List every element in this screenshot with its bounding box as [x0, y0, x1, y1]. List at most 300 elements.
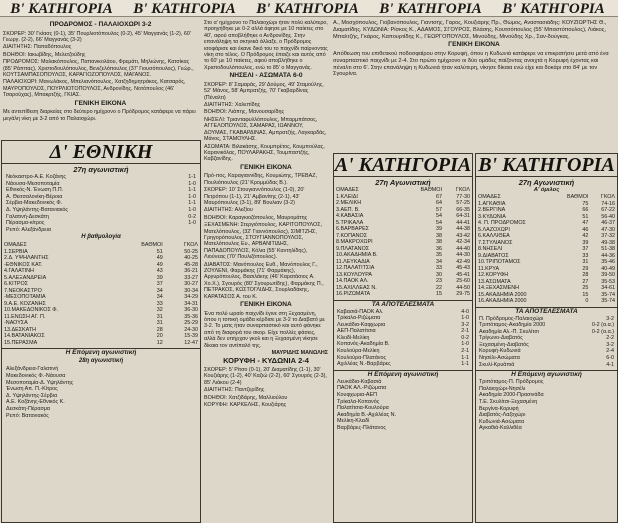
- fixture-score: 1-1: [188, 174, 196, 180]
- banner-text: Β' ΚΑΤΗΓΟΡΙΑ: [10, 1, 113, 17]
- result-row: [337, 341, 469, 348]
- standings-team: 5.ΑΛΕΞΑΝΔΡΕΙΑ: [4, 274, 47, 281]
- results-list: [476, 316, 617, 369]
- standings-team: -ΜΕΣΟΠΟΤΑΜΙΑ: [4, 294, 46, 301]
- standings-team: 4.ΚΑΒΑΣΙΑ: [336, 213, 364, 219]
- standings-points: 38: [435, 232, 442, 239]
- fixture-teams: Ρεπό: Αλεξάνδρεια: [6, 226, 51, 233]
- standings-team: 4.ΓΑΛΑΤΙΝΗ: [4, 268, 34, 275]
- standings-team: 10.ΑΚΑΔΗΜΙΑ Β.: [336, 252, 378, 258]
- standings-goals: 12-47: [184, 339, 198, 346]
- result-row: [337, 309, 469, 316]
- standings-points: 39: [435, 226, 442, 232]
- standings-goals: 40-25: [184, 255, 198, 262]
- standings-goals: 42-49: [456, 258, 470, 265]
- fixture-score: 1-0: [461, 315, 469, 322]
- fixture-teams: Γαλατινή-Δεσκάτη: [6, 213, 49, 220]
- fixture-item: Μεσοποταμία-Δ. Υψηλάντης: [6, 379, 74, 386]
- referee: ΔΙΑΙΤΗΤΗΣ: Αλεξίου: [204, 207, 253, 214]
- fixture-teams: Εθνικός-Ν. Ένωση Π.Π.: [6, 187, 64, 194]
- standings-team: 14.ΒΑΤΑΝΙΑΚΟΣ: [4, 333, 45, 340]
- standings-goals: 35-74: [601, 298, 615, 304]
- fixture-teams: Α. Θεσσαλονίκη-Βέροια: [6, 193, 63, 200]
- fixture-teams: Κουλούρα-Μελίκη: [337, 348, 380, 355]
- standings-points: 51: [156, 248, 163, 255]
- fixture-score: 2-2: [606, 335, 614, 342]
- fixture-item: Μελίκη-Κλειδί: [337, 418, 370, 425]
- general-picture-title: ΓΕΝΙΚΗ ΕΙΚΟΝΑ: [240, 301, 292, 309]
- standings-points: 39: [582, 239, 589, 246]
- standings-team: 5.ΤΡΙΚΑΛΑ: [336, 219, 364, 226]
- standings-points: 64: [435, 200, 442, 206]
- standings-team: 15.ΠΕΡΑΣΜΑ: [4, 339, 38, 346]
- standings-goals: 24-30: [184, 326, 198, 333]
- fixture-item: Δ. Υψηλάντης-Σέρβια: [6, 392, 58, 399]
- fixture-teams: Κουλούρα-Πλατάνος: [337, 354, 387, 361]
- assistants: ΒΟΗΘΟΙ: Λιάπης, Μανουσαρίδης: [204, 109, 285, 116]
- standings-team: 14.ΞΕΧΑΣΜΕΝΗ: [478, 285, 519, 291]
- standings-points: 33: [582, 252, 589, 259]
- standings-points: 49: [156, 255, 163, 262]
- standings-team: 4. Π. ΠΡΟΔΡΟΜΟΣ: [478, 220, 526, 226]
- standings-goals: 44-36: [601, 252, 615, 259]
- standings-team: 6.ΚΑΛΛΙΘΕΑ: [478, 233, 510, 239]
- standings-team: 5.ΛΑΖΟΧΩΡΙ: [478, 226, 510, 233]
- scorers: ΣΚΟΡΕΡ: 10' Στουγιαννόπουλος (1-0), 20' Πετρόπου (1-1), 21' Αμβανίτης (2-1), 43' Μαυρόπουλος (3-1), 89' Βουλιαν (3-2): [204, 187, 305, 206]
- result-row: [6, 174, 196, 181]
- fixture-teams: Καβασιά-ΠΑΟΚ Αλ.: [337, 308, 384, 315]
- next-fixtures-list: [334, 379, 472, 432]
- standings-goals: 37-32: [601, 233, 615, 239]
- standings-goals: 45-43: [456, 265, 470, 271]
- d-ethniki-box: [1, 140, 201, 523]
- banner-text: Β' ΚΑΤΗΓΟΡΙΑ: [502, 1, 605, 17]
- standings-points: 67: [435, 193, 442, 200]
- banner-text: Β' ΚΑΤΗΓΟΡΙΑ: [256, 1, 359, 17]
- standings-goals: 49-38: [601, 239, 615, 246]
- standings-points: 42: [582, 233, 589, 239]
- fixture-item: Κουφχωρια-ΑΕΠ: [337, 392, 377, 399]
- standings-team: 6.ΒΑΡΒΑΡΕΣ: [336, 226, 369, 232]
- standings-points: 34: [156, 287, 163, 294]
- general-picture-title: ΓΕΝΙΚΗ ΕΙΚΟΝΑ: [240, 163, 292, 171]
- standings-team: 9.ΔΙΑΒΑΤΟΣ: [478, 252, 509, 259]
- standings-team: 16.ΡΙΖΩΜΑΤΑ: [336, 291, 371, 297]
- col-header: ΟΜΑΔΕΣ: [4, 242, 27, 249]
- standings-goals: 36-21: [184, 268, 198, 275]
- fixture-teams: Ακαδημία Αλ.-Π. Σκυλίτσι: [479, 328, 539, 335]
- standings-team: 6.ΚΙΤΡΟΣ: [4, 281, 29, 288]
- standings-points: 47: [582, 220, 589, 226]
- standings-goals: 35-74: [601, 291, 615, 298]
- standings-points: 15: [435, 291, 442, 297]
- fixture-item: Ακαδημία 2000-Πρασινάδα: [479, 392, 544, 399]
- fixture-teams: Τριπόταμος-Ακαδημία 2000: [479, 322, 546, 329]
- standings-team: 1.ΑΓΚΑΘΙΑ: [478, 200, 506, 207]
- standings-points: 54: [435, 219, 442, 226]
- standings-team: 9.ΠΛΑΤΑΝΟΣ: [336, 245, 370, 252]
- standings-team: -ΕΘΝΙΚΟΣ ΚΑΤ.: [4, 261, 43, 268]
- standings-team: 2.Δ. ΥΨΗΛΑΝΤΗΣ: [4, 255, 49, 262]
- next-round-title: 28η αγωνιστική: [78, 358, 124, 365]
- a-katigoria-title: Α' ΚΑΤΗΓΟΡΙΑ: [334, 154, 472, 176]
- assistants: ΒΟΗΘΟΙ: Καραγκιοζόπουλος, Μαυρομάτης: [204, 214, 308, 221]
- fixture-teams: Νησέλι-Ασώματα: [479, 355, 520, 362]
- standings-team: 15.ΑΧΙΛΛΕΑΣ Ν.: [336, 284, 377, 291]
- referee: ΔΙΑΙΤΗΤΗΣ: Χαλεπίδης: [204, 102, 261, 109]
- fixture-score: 2-1: [461, 328, 469, 335]
- standings-row: [334, 291, 472, 298]
- standings-goals: 46-37: [601, 220, 615, 226]
- fixture-item: Τριπόταμος-Π. Πρόδρομος: [479, 379, 544, 386]
- standings-table: [2, 242, 200, 346]
- standings-team: 2.ΒΕΡΓΙΝΑ: [478, 207, 506, 213]
- general-picture-text: Απόθεωση του επιθετικού ποδοσφαίρου στην Κορυφή, όπου η Κυδωνιά κατάφερε να επικρατήσει μετά από ένα συναρπαστικό παιχνίδι με 2-4. Στο πρώτο ημίχρονο οι δύο ομάδες παίζοντας ανοιχτά η Κορυφή έχοντας και πέναλτι στο 6'. Στην επανάληψη η Κυδωνιά ήταν καλύτερη, νίκησε δίκαια ενώ είχε και δοκάρι στο 84' με τον Σγουρίνα.: [333, 50, 609, 78]
- fixture-teams: Κλειδί-Μελίκη: [337, 334, 370, 341]
- standings-points: 54: [435, 213, 442, 219]
- b-katigoria-box: [475, 153, 618, 523]
- standings-goals: 64-31: [456, 213, 470, 219]
- standings-team: 8.ΜΑΚΡΟΧΩΡΙ: [336, 239, 373, 245]
- standings-goals: 25-60: [456, 278, 470, 284]
- scorers: ΣΚΟΡΕΡ: 8' Σαμαράς, 29' Δούμος, 49' Σταμούλης, 52' Μάνος, 58' Αμπρατζής, 70' Γκαβαρδίνας (Πέναλτι): [204, 81, 324, 101]
- standings-team: 8.ΝΗΣΕΛΙ: [478, 246, 503, 252]
- col-header: ΒΑΘΜΟΙ: [566, 194, 589, 200]
- round-title: 27η Αγωνιστική: [375, 178, 431, 187]
- standings-points: 27: [582, 278, 589, 285]
- standings-goals: 56-40: [601, 213, 615, 220]
- standings-points: 31: [156, 313, 163, 320]
- fixture-teams: Αχιλλέας Ν.-Βαρβάρες: [337, 361, 391, 368]
- result-row: [6, 200, 196, 207]
- lineup-away: ΑΣΩΜΑΤΑ: Βιλακάσης, Κουμπρέτος, Κουμπούλας, Καρανικόλας, ΠΟΥΛΑΡΑΚΗΣ, Τουμπαστζής, Καβζανίδης.: [204, 143, 325, 163]
- fixture-teams: Δ. Υψηλάντης-Βατανιακός: [6, 206, 68, 213]
- author-byline: ΜΑΥΡΙΔΗΣ ΜΑΝΩΛΗΣ: [271, 350, 328, 357]
- standings-points: 36: [435, 245, 442, 252]
- standings-goals: 30-34: [184, 287, 198, 294]
- fixture-item: Παλατίτσια-Κουλούρα: [337, 405, 389, 412]
- fixture-item: Διαβατός-Λαζοχώρι: [479, 412, 526, 419]
- standings-goals: 15-39: [184, 333, 198, 340]
- referee: ΔΙΑΙΤΗΤΗΣ: Παντζερίδης: [204, 387, 265, 394]
- col-header: ΒΑΘΜΟΙ: [141, 242, 163, 249]
- standings-points: 46: [582, 226, 589, 233]
- standings-goals: 35-36: [184, 313, 198, 320]
- standings-goals: 39-50: [601, 272, 615, 278]
- standings-table: [334, 187, 472, 298]
- standings-points: 31: [582, 259, 589, 265]
- fixture-score: 1-0: [188, 220, 196, 227]
- next-fixtures-list: [2, 366, 200, 419]
- lineup-text: Α., Μοσχόπουλος, Γιοβανόπουλος, Γιαντσής, Γαρος, Κουζιάρης Πρ., Θώμος, Αναστασιάδης: ΚΟΥΖΙΩΡΤΗΣ Θ., Διαματίδης. ΚΥΔΩΝΙΑ: Ρίσκος Κ., ΑΔΑΜΟΣ, ΣΓΟΥΡΟΣ, Βλάσης, Κουτσόπουλος (55' Μπαστόπουλος), Λιάκος, Μπαλτζής, Γκάρος, Καπουρτίδης Κ., ΓΕΩΡΓΟΠΟΥΛΟΣ, Μινούδης, Μινούδης Χρ., Σαν-δούγκας.: [333, 20, 607, 40]
- standings-points: 30: [435, 271, 442, 278]
- fixture-item: Αλεξάνδρεια-Γαλατινή: [6, 366, 59, 373]
- standings-points: 75: [582, 200, 589, 207]
- standings-goals: 66-35: [456, 206, 470, 213]
- standings-team: 13.ΑΣΩΜΑΤΑ: [478, 278, 511, 285]
- standings-team: 7.ΝΕΟΚΑΣΤΡΟ: [4, 287, 42, 294]
- fixture-score: 1-1: [188, 187, 196, 194]
- standings-team: 13.ΚΟΥΛΟΥΡΑ: [336, 271, 373, 278]
- referee: ΔΙΑΙΤΗΤΗΣ: Παπαδόπουλος: [3, 44, 72, 51]
- d-ethniki-title: Δ' ΕΘΝΙΚΗ: [2, 141, 200, 164]
- standings-team: -ΝΑΟΥΣΑ: [4, 320, 28, 327]
- fixture-item: Α.Ε. Κοζάνης-Εθνικός Κ.: [6, 399, 65, 406]
- result-row: [6, 187, 196, 194]
- fixture-teams: Π. Πρόδρομος-Παλαιοχώρι: [479, 315, 544, 322]
- standings-goals: 74-16: [601, 200, 615, 207]
- round-title: 27η αγωνιστική: [73, 165, 129, 174]
- standings-goals: 30-27: [184, 281, 198, 288]
- standings-goals: 47-30: [601, 226, 615, 233]
- standings-goals: 35-46: [601, 259, 615, 265]
- fixture-score: 1-1: [188, 200, 196, 207]
- fixture-score: 0-2 (α.α.): [591, 328, 614, 335]
- standings-goals: 43-42: [456, 232, 470, 239]
- next-round-heading: Η Επόμενη αγωνιστική: [476, 370, 617, 379]
- result-row: [337, 361, 469, 368]
- standings-goals: 44-41: [456, 219, 470, 226]
- standings-points: 66: [582, 207, 589, 213]
- standings-heading: Η βαθμολογία: [81, 234, 121, 241]
- fixture-score: 1-1: [461, 361, 469, 368]
- standings-points: 35: [435, 252, 442, 258]
- fixture-teams: Τρίγωνο-Διαβατός: [479, 335, 523, 342]
- standings-points: 37: [582, 246, 589, 252]
- standings-row: [2, 340, 200, 347]
- col-header: ΒΑΘΜΟΙ: [420, 187, 442, 193]
- standings-team: 14.ΠΑΟΚ ΑΛ.: [336, 278, 369, 284]
- fixture-score: 1-0: [461, 341, 469, 348]
- standings-team: 9.Α.Ε. ΚΟΖΑΝΗΣ: [4, 300, 46, 307]
- fixture-teams: Κοπανός-Ακαδημία Β.: [337, 341, 390, 348]
- col-header: ΟΜΑΔΕΣ: [478, 194, 501, 200]
- standings-points: 28: [582, 272, 589, 278]
- standings-team: 10.ΤΡΙΠΟΤΑΜΟΣ: [478, 259, 521, 265]
- standings-team: 1.ΣΕΡΒΙΑ: [4, 248, 28, 255]
- fixture-teams: Νάουσα-Μεσοποταμία: [6, 180, 60, 187]
- result-row: [479, 355, 614, 362]
- standings-goals: 44-38: [456, 226, 470, 232]
- lineup-home: ΝΗΣΕΛΙ: Τριανταφυλλόπουλος, Μπαρμπάτσος, ΑΓΓΕΛΟΠΟΥΛΟΣ, ΣΑΜΑΡΑΣ, ΙΩΑΝΝΟΥ, ΔΟΥΜΑΣ, ΓΚΑΒΑΡΔΙΝΑΣ, Αμπρατζής, Λαγκαρδάς, Μάνος, ΣΤΑΜΟΥΛΗΣ.: [204, 116, 327, 143]
- standings-goals: 36-30: [184, 307, 198, 314]
- banner-text: Β' ΚΑΤΗΓΟΡΙΑ: [379, 1, 482, 17]
- standings-goals: 33-27: [184, 274, 198, 281]
- standings-team: 2.ΜΕΛΙΚΗ: [336, 200, 362, 206]
- standings-team: 7.ΣΤΥΛΙΑΝΟΣ: [478, 239, 513, 246]
- standings-points: 0: [585, 298, 589, 304]
- scorers: ΣΚΟΡΕΡ: 5' Ρίτσο (0-1), 20' Διαματίδης (1-1), 30' Κουζιάρης (1-2), 40' Καζιώ (2-2), 60' Σγουρός (2-3), 85' Λιάκου (2-4): [204, 367, 327, 386]
- result-row: [6, 207, 196, 214]
- standings-points: 34: [156, 294, 163, 301]
- fixture-score: 4-0: [461, 308, 469, 315]
- fixture-teams: Λευκάδια-Καφχωρια: [337, 321, 386, 328]
- fixture-teams: Ξεχασμένη-Διαβατός: [479, 341, 529, 348]
- next-round-heading: Η Επόμενη αγωνιστική: [2, 348, 200, 357]
- fixture-score: 4-1: [606, 361, 614, 368]
- col-header: ΓΚΟΛ: [183, 242, 198, 249]
- fixture-item: Τρίκαλα-Κοπανός: [337, 398, 380, 405]
- standings-points: 57: [435, 206, 442, 213]
- fixture-score: 6-0: [606, 355, 614, 362]
- standings-goals: 25-29: [184, 320, 198, 327]
- match-report-prodromos: [3, 20, 198, 138]
- match-reports-column: [204, 20, 328, 520]
- standings-team: 12.ΠΑΛΑΤΙΤΣΙΑ: [336, 265, 375, 271]
- fixture-item: Ένωση Απ. Π.-Κίτρος: [6, 386, 58, 393]
- match-title: ΠΡΟΔΡΟΜΟΣ - ΠΑΛΑΙΟΧΩΡΙ 3-2: [49, 21, 152, 28]
- match-report-kyd: [333, 20, 615, 150]
- standings-goals: 44-50: [456, 284, 470, 291]
- result-row: [337, 328, 469, 335]
- standings-points: 37: [156, 281, 163, 288]
- standings-goals: 34-31: [184, 300, 198, 307]
- result-row: [479, 335, 614, 342]
- standings-goals: 44-30: [456, 252, 470, 258]
- fixture-score: 3-2: [461, 321, 469, 328]
- standings-goals: 67-22: [601, 207, 615, 213]
- standings-points: 12: [156, 339, 163, 346]
- standings-points: 15: [582, 291, 589, 298]
- result-row: [337, 315, 469, 322]
- fixture-teams: Σέρβια-Μακεδονικός Φ.: [6, 200, 63, 207]
- standings-points: 25: [582, 285, 589, 291]
- fixture-score: 1-1: [461, 354, 469, 361]
- fixture-score: 0-2 (α.α.): [591, 322, 614, 329]
- fixture-item: Αγκαθιά-Καλλιθέα: [479, 425, 522, 432]
- result-row: [479, 322, 614, 329]
- match-title: ΝΗΣΕΛΙ - ΑΣΩΜΑΤΑ 6-0: [229, 72, 303, 80]
- standings-team: 3.ΑΕΠ. Β.: [336, 206, 360, 213]
- fixture-item: ΠΑΟΚ ΑΛ.-Ριζώματα: [337, 385, 387, 392]
- standings-team: 11.ΕΝΩΣΗ ΑΓ. Π.: [4, 313, 46, 320]
- standings-team: 12.ΚΟΡΥΦΗ: [478, 272, 509, 278]
- fixture-teams: Κορυφή-Κυδωνιά: [479, 348, 521, 355]
- results-heading: ΤΑ ΑΠΟΤΕΛΕΣΜΑΤΑ: [476, 307, 617, 316]
- lineup-home: ΚΟΡΥΦΗ: ΚΑΡΚΕΛΗΣ, Κουζιάρης: [204, 402, 287, 409]
- standings-goals: 42-34: [456, 239, 470, 245]
- standings-team: 10.ΜΑΚΕΔΟΝΙΚΟΣ Φ.: [4, 307, 59, 314]
- standings-points: 51: [582, 213, 589, 220]
- scorers: ΣΚΟΡΕΡ: 30' Γκίασς (0-1), 35' Πουρλιοτόπουλος (0-2), 45' Μαγγανάς (1-2), 60' Γεωργ. (2-2), 66' Μαγγανάς (3-2): [3, 30, 191, 43]
- standings-goals: 29-75: [456, 291, 470, 297]
- fixture-item: Βεργίνα-Κορυφή: [479, 405, 519, 412]
- fixture-item: Μακεδονικός Φ.-Νάουσα: [6, 372, 66, 379]
- fixture-teams: Τρίκαλα-Ριζώματα: [337, 315, 381, 322]
- fixture-item: Βαρβάρες-Πλάτανος: [337, 425, 386, 431]
- standings-team: 3.ΚΥΔΩΝΙΑ: [478, 213, 506, 220]
- standings-team: 11.ΚΡΥΑ: [478, 265, 500, 272]
- general-picture-title: ΓΕΝΙΚΗ ΕΙΚΟΝΑ: [74, 99, 127, 107]
- standings-points: 22: [435, 284, 442, 291]
- fixture-item: Δεσκάτη-Πέρασμα: [6, 405, 51, 412]
- standings-goals: 34-29: [184, 294, 198, 301]
- standings-goals: 44-40: [456, 245, 470, 252]
- standings-goals: 77-30: [456, 193, 470, 200]
- fixture-score: 3-2: [606, 315, 614, 322]
- standings-points: 34: [435, 258, 442, 265]
- result-row: [6, 227, 196, 234]
- result-row: [6, 220, 196, 227]
- standings-points: 20: [156, 333, 163, 340]
- fixture-score: 1-0: [188, 206, 196, 213]
- standings-points: 43: [156, 268, 163, 275]
- standings-goals: 34-61: [601, 285, 615, 291]
- standings-team: 16.ΑΚΑΔΗΜΙΑ 2000: [478, 298, 527, 304]
- standings-team: 15.ΑΚΑΔΗΜΙΑ 2000: [478, 291, 527, 298]
- category-banner: [0, 0, 618, 17]
- group-label: Α' όμιλος: [533, 187, 560, 193]
- assistants: ΒΟΗΘΟΙ: Χατζιδάρης, Μαλλιούλου: [204, 394, 288, 401]
- fixture-item: Ρεπό: Βατανιακός: [6, 412, 49, 419]
- results-list: [2, 174, 200, 233]
- general-picture-title: ΓΕΝΙΚΗ ΕΙΚΟΝΑ: [448, 41, 500, 49]
- col-header: ΓΚΟΛ: [455, 187, 470, 193]
- standings-team: 7.ΚΟΠΑΝΟΣ: [336, 232, 368, 239]
- standings-points: 23: [435, 278, 442, 284]
- fixture-item: Τ.Ε. Σκυλίτσι-Ξεχασμένη: [479, 399, 538, 406]
- standings-team: 1.ΚΛΕΙΔΙ: [336, 193, 358, 200]
- standings-team: 11.ΛΕΥΚΑΔΙΑ: [336, 258, 370, 265]
- standings-goals: 57-25: [456, 200, 470, 206]
- standings-goals: 45-28: [184, 261, 198, 268]
- fixture-score: 0-2: [461, 334, 469, 341]
- standings-goals: 51-38: [601, 246, 615, 252]
- banner-text: Β' ΚΑΤΗΓΟΡΙΑ: [133, 1, 236, 17]
- fixture-teams: Πέρασμα-κίτρος: [6, 220, 45, 227]
- standings-points: 38: [435, 239, 442, 245]
- standings-table: [476, 194, 617, 305]
- standings-points: 49: [156, 261, 163, 268]
- result-row: [337, 322, 469, 329]
- report-intro: Στο α' ημίχρονο το Παλαιοχώρι ήταν πολύ καλύτερο, προηγήθηκε με 0-2 αλλά άφησε με 10 παίκτες στο 40', αφού αποβλήθηκε ο Ανδρονίδης. Στην επανάληψη τα σκηνικά άλλαξε, ο Πρόδρομος ισοφάρισε και έκανε δικό του το παιχνίδι παίρνοντας νίκη στο τέλος. Ο Πρόδρομος έπαιζε και αυτός από το 60' με 10 παίκτες, αφού αποβλήθηκε ο Χριστοδουλόπουλος, ενώ το 85' ο Μαγγανάς.: [204, 20, 328, 71]
- results-list: [334, 309, 472, 368]
- standings-points: 28: [156, 326, 163, 333]
- result-row: [479, 362, 614, 369]
- fixture-item: Ακαδημία Β.-Αχιλλέας Ν.: [337, 411, 397, 418]
- lineup-home: ΞΕΧΑΣΜΕΝΗ: Στεργιόπουλος, ΚΑΡΙΤΟΠΟΥΛΟΣ, Ματελόπουλος, (32' Γιαννόπουλος), ΣΙΜΙΤΖΗΣ, Γρηγορόπουλος, ΣΤΟΥΓΙΑΝΝΟΠΟΥΛΟΣ, Ματελόπουλος Ευ., ΑΡΒΑΝΙΤΙΔΗΣ, ΠΑΠΑΔΟΠΟΥΛΟΣ, Κόλια (55' Καντηλίδης), Λιούνεας (70' Πουλιζόπουλος).: [204, 222, 323, 261]
- general-picture-text: Ένα πολύ ωραίο παιχνίδι έγινε στη Ξεχασμένη, όπου η τοπική ομάδα κέρδισε με 3-2 το Διαβατό με 3-2. Το ματς ήταν συναρπαστικό και αυτό φάνηκε από τη διαφορά του σκορ. Είχε πολλές φάσεις, αλλά δεν υπήρχαν γκολ και η Ξεχασμένη νίκησε δίκαια τον αντίπαλό της.: [204, 310, 325, 349]
- assistants: ΒΟΗΘΟΙ: Ιακωβίδης, Μελετζούδης: [3, 51, 86, 58]
- standings-goals: 45-41: [456, 271, 470, 278]
- standings-points: 31: [156, 320, 163, 327]
- fixture-item: Λευκάδια-Καβασιά: [337, 378, 382, 385]
- result-row: [337, 348, 469, 355]
- col-header: ΟΜΑΔΕΣ: [336, 187, 359, 193]
- lineup-home: ΠΡΟΔΡΟΜΟΣ: Μαλακόπουλος, Παπανικολάου, Φρεμάτι, Μηλιώνης, Κατσίκας (85' Ράππας), Χριστοδουλόπουλος, Βενιζελόπουλος (37' Γιουσόπουλος), Γεώρ., ΚΟΥΤΣΑΜΠΑΣΟΠΟΥΛΟΣ, ΚΑΡΑΓΙΟΖΟΠΟΥΛΟΣ, ΜΑΓΑΝΟΣ.: [3, 59, 194, 79]
- standings-points: 32: [156, 307, 163, 314]
- a-katigoria-box: [333, 153, 473, 523]
- fixture-item: Παλαιοχώρι-Νησέλι: [479, 385, 526, 392]
- standings-points: 39: [156, 274, 163, 281]
- standings-points: 33: [156, 300, 163, 307]
- fixture-score: 1-0: [188, 180, 196, 187]
- col-header: ΓΚΟΛ: [600, 194, 615, 200]
- match-title: ΚΟΡΥΦΗ - ΚΥΔΩΝΙΑ 2-4: [223, 356, 309, 366]
- results-heading: ΤΑ ΑΠΟΤΕΛΕΣΜΑΤΑ: [334, 300, 472, 309]
- standings-goals: 35-53: [601, 278, 615, 285]
- fixture-teams: Σκυλί-Κρυάπιά: [479, 361, 515, 368]
- standings-row: [476, 298, 617, 305]
- fixture-score: 3-2: [606, 341, 614, 348]
- standings-goals: 40-49: [601, 265, 615, 272]
- b-katigoria-title: Β' ΚΑΤΗΓΟΡΙΑ: [476, 154, 617, 177]
- standings-goals: 50-25: [184, 248, 198, 255]
- lineup-away: ΔΙΑΒΑΤΟΣ: Μανόπουλος Ευθ., Μανόπουλος Γ., ΖΟΥΛΕΝΙ, Φαρμάκης (71' Φαρμάκης), Αργυρόπουλος, Βασιλάκης (46' Καρατάσιος Α. Χο.Χ.), Σγουρός (80' Σγουρωτίδης), Φαρμάκης Π., ΠΕΤΡΑΚΟΣ, ΚΩΣΤΟΓΛΙΔΗΣ, Σουρλαδάκης, ΚΑΡΑΤΑΣΟΣ Α. του Κ.: [204, 261, 324, 300]
- fixture-teams: Νεόκαστρο-Α.Ε. Κοζάνης: [6, 174, 66, 180]
- round-title: 27η Αγωνιστική: [518, 178, 575, 187]
- fixture-score: 0-2: [188, 213, 196, 220]
